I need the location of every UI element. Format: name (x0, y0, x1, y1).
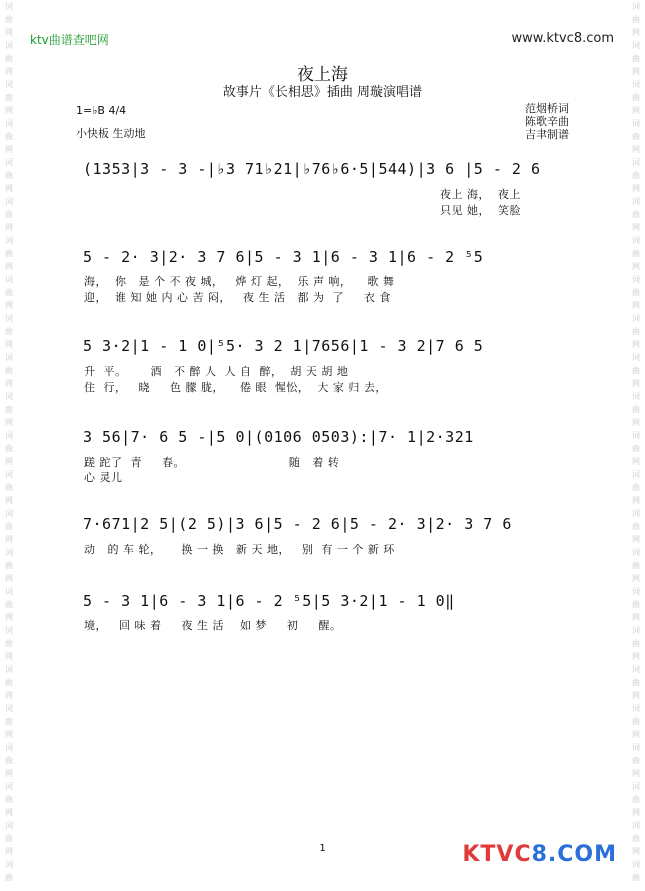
watermark-char: 曲 (5, 795, 13, 804)
watermark-char: 曲 (5, 639, 13, 648)
song-subtitle: 故事片《长相思》插曲 周璇演唱谱 (222, 85, 423, 100)
watermark-char: 网 (5, 106, 13, 115)
watermark-char: 网 (5, 496, 13, 505)
watermark-char: 曲 (5, 405, 13, 414)
watermark-char: 词 (632, 821, 640, 830)
watermark-char: 词 (632, 2, 640, 11)
watermark-char: 曲 (632, 873, 640, 882)
watermark-char: 曲 (632, 93, 640, 102)
watermark-char: 词 (5, 704, 13, 713)
watermark-char: 网 (632, 613, 640, 622)
watermark-char: 曲 (632, 54, 640, 63)
key-signature: 1=♭B 4/4 (76, 104, 127, 117)
watermark-char: 网 (632, 457, 640, 466)
watermark-char: 网 (632, 847, 640, 856)
watermark-char: 网 (632, 145, 640, 154)
watermark-char: 网 (632, 418, 640, 427)
watermark-char: 词 (5, 860, 13, 869)
watermark-char: 词 (632, 197, 640, 206)
score-line-6: 5 - 3 1|6 - 3 1|6 - 2 ⁵5|5 3·2|1 - 1 0‖ (83, 592, 455, 610)
watermark-char: 曲 (632, 405, 640, 414)
site-name-left[interactable]: ktv曲谱查吧网 (30, 33, 109, 47)
watermark-char: 词 (5, 236, 13, 245)
watermark-char: 词 (632, 158, 640, 167)
watermark-char: 网 (632, 28, 640, 37)
watermark-char: 词 (632, 704, 640, 713)
watermark-char: 曲 (5, 93, 13, 102)
watermark-char: 曲 (5, 717, 13, 726)
watermark-char: 词 (5, 431, 13, 440)
watermark-char: 词 (5, 80, 13, 89)
watermark-char: 网 (632, 301, 640, 310)
watermark-char: 词 (632, 80, 640, 89)
lyricist-credit: 范烟桥词 (525, 102, 569, 115)
watermark-char: 网 (5, 301, 13, 310)
watermark-char: 网 (632, 184, 640, 193)
score-line-3: 5 3·2|1 - 1 0|⁵5· 3 2 1|7656|1 - 3 2|7 6 5 (83, 337, 484, 355)
page-number: 1 (319, 843, 326, 854)
watermark-char: 词 (632, 314, 640, 323)
watermark-char: 网 (632, 223, 640, 232)
watermark-char: 曲 (632, 600, 640, 609)
watermark-char: 词 (632, 587, 640, 596)
watermark-char: 词 (632, 236, 640, 245)
watermark-char: 词 (5, 470, 13, 479)
tempo-marking: 小快板 生动地 (76, 127, 146, 140)
lyric-line-4-verse-2: 心 灵儿 (84, 471, 123, 484)
watermark-char: 网 (632, 652, 640, 661)
lyric-line-3-verse-2: 住 行， 晓 色 朦 胧， 倦 眼 惺忪， 大 家 归 去， (84, 381, 387, 394)
watermark-char: 词 (632, 860, 640, 869)
watermark-char: 网 (5, 769, 13, 778)
watermark-char: 词 (632, 431, 640, 440)
watermark-char: 网 (5, 262, 13, 271)
watermark-char: 网 (5, 418, 13, 427)
watermark-char: 网 (632, 574, 640, 583)
watermark-char: 曲 (632, 795, 640, 804)
watermark-char: 曲 (632, 327, 640, 336)
lyric-line-5: 动 的 车 轮， 换 一 换 新 天 地， 别 有 一 个 新 环 (84, 543, 395, 556)
watermark-char: 曲 (5, 873, 13, 882)
watermark-char: 曲 (5, 756, 13, 765)
watermark-char: 网 (632, 691, 640, 700)
watermark-char: 网 (632, 769, 640, 778)
lyric-line-2-verse-1: 海， 你 是 个 不 夜 城， 烨 灯 起， 乐 声 响， 歌 舞 (84, 275, 395, 288)
score-line-2: 5 - 2· 3|2· 3 7 6|5 - 3 1|6 - 3 1|6 - 2 ⁵5 (83, 248, 484, 266)
watermark-char: 词 (5, 821, 13, 830)
watermark-char: 网 (632, 262, 640, 271)
watermark-char: 网 (5, 184, 13, 193)
watermark-char: 曲 (5, 132, 13, 141)
watermark-char: 曲 (632, 483, 640, 492)
watermark-char: 曲 (5, 327, 13, 336)
watermark-char: 网 (632, 808, 640, 817)
lyric-line-1-verse-2: 只见 她， 笑脸 (440, 204, 521, 217)
watermark-char: 网 (632, 730, 640, 739)
watermark-char: 网 (5, 28, 13, 37)
watermark-char: 曲 (5, 834, 13, 843)
watermark-char: 网 (632, 106, 640, 115)
watermark-char: 网 (632, 67, 640, 76)
watermark-char: 词 (632, 665, 640, 674)
watermark-char: 曲 (632, 678, 640, 687)
site-logo[interactable] (462, 842, 617, 867)
watermark-char: 曲 (5, 171, 13, 180)
score-line-4: 3 56|7· 6 5 -|5 0|(0106 0503):|7· 1|2·321 (83, 428, 474, 446)
watermark-char: 曲 (5, 444, 13, 453)
watermark-char: 词 (5, 314, 13, 323)
watermark-char: 词 (5, 665, 13, 674)
watermark-char: 曲 (632, 444, 640, 453)
composer-credit: 陈歌辛曲 (525, 115, 569, 128)
transcriber-credit: 吉聿制谱 (525, 128, 569, 141)
watermark-char: 网 (5, 535, 13, 544)
watermark-char: 词 (5, 353, 13, 362)
watermark-char: 词 (632, 275, 640, 284)
watermark-char: 网 (5, 223, 13, 232)
watermark-char: 网 (5, 652, 13, 661)
watermark-char: 曲 (632, 366, 640, 375)
watermark-char: 网 (5, 730, 13, 739)
watermark-char: 词 (632, 626, 640, 635)
watermark-char: 曲 (632, 249, 640, 258)
watermark-char: 曲 (632, 522, 640, 531)
watermark-char: 网 (5, 379, 13, 388)
watermark-char: 曲 (5, 15, 13, 24)
watermark-char: 词 (5, 41, 13, 50)
watermark-char: 曲 (5, 678, 13, 687)
watermark-char: 网 (5, 340, 13, 349)
watermark-char: 网 (5, 457, 13, 466)
watermark-char: 词 (5, 2, 13, 11)
watermark-char: 词 (632, 470, 640, 479)
watermark-char: 曲 (632, 288, 640, 297)
logo-part-a: KTVC (462, 842, 532, 867)
watermark-char: 网 (5, 847, 13, 856)
watermark-char: 词 (632, 119, 640, 128)
score-line-1: (1353|3 - 3 -|♭3 71♭21|♭76♭6·5|544)|3 6 |5 - 2 6 (83, 160, 541, 178)
watermark-char: 曲 (5, 483, 13, 492)
watermark-char: 词 (5, 587, 13, 596)
lyric-line-4-verse-1: 蹉 跎了 青 春。 随 着 转 (84, 456, 340, 469)
watermark-char: 网 (5, 574, 13, 583)
watermark-char: 词 (5, 197, 13, 206)
lyric-line-1-verse-1: 夜上 海， 夜上 (440, 188, 521, 201)
watermark-char: 词 (5, 626, 13, 635)
watermark-char: 词 (5, 275, 13, 284)
watermark-char: 词 (632, 392, 640, 401)
watermark-char: 词 (632, 548, 640, 557)
site-url-right[interactable]: www.ktvc8.com (511, 31, 614, 46)
watermark-char: 曲 (632, 210, 640, 219)
watermark-char: 曲 (5, 54, 13, 63)
watermark-char: 网 (5, 145, 13, 154)
watermark-left (2, 0, 16, 891)
watermark-char: 词 (632, 41, 640, 50)
watermark-char: 词 (5, 392, 13, 401)
watermark-char: 网 (632, 496, 640, 505)
watermark-right (629, 0, 643, 891)
watermark-char: 网 (632, 379, 640, 388)
score-line-5: 7·671|2 5|(2 5)|3 6|5 - 2 6|5 - 2· 3|2· 3 7 6 (83, 515, 512, 533)
watermark-char: 网 (5, 67, 13, 76)
lyric-line-6: 境， 回 味 着 夜 生 活 如 梦 初 醒。 (84, 619, 342, 632)
song-title: 夜上海 (297, 65, 348, 85)
lyric-line-3-verse-1: 升 平。 酒 不 醉 人 人 自 醉， 胡 天 胡 地 (84, 365, 349, 378)
watermark-char: 曲 (5, 600, 13, 609)
watermark-char: 网 (5, 808, 13, 817)
lyric-line-2-verse-2: 迎， 谁 知 她 内 心 苦 闷， 夜 生 活 都 为 了 衣 食 (84, 291, 391, 304)
watermark-char: 曲 (5, 249, 13, 258)
watermark-char: 曲 (632, 561, 640, 570)
watermark-char: 词 (5, 782, 13, 791)
watermark-char: 曲 (632, 171, 640, 180)
watermark-char: 词 (5, 509, 13, 518)
watermark-char: 词 (632, 509, 640, 518)
watermark-char: 词 (632, 353, 640, 362)
watermark-char: 曲 (632, 834, 640, 843)
watermark-char: 词 (632, 782, 640, 791)
watermark-char: 曲 (5, 561, 13, 570)
watermark-char: 网 (5, 691, 13, 700)
watermark-char: 词 (5, 743, 13, 752)
watermark-char: 曲 (5, 288, 13, 297)
watermark-char: 曲 (632, 15, 640, 24)
watermark-char: 曲 (5, 522, 13, 531)
watermark-char: 词 (5, 548, 13, 557)
watermark-char: 网 (632, 535, 640, 544)
watermark-char: 曲 (5, 210, 13, 219)
watermark-char: 曲 (632, 132, 640, 141)
watermark-char: 词 (632, 743, 640, 752)
watermark-char: 曲 (632, 639, 640, 648)
watermark-char: 词 (5, 158, 13, 167)
watermark-char: 曲 (632, 717, 640, 726)
watermark-char: 词 (5, 119, 13, 128)
watermark-char: 曲 (632, 756, 640, 765)
watermark-char: 网 (632, 340, 640, 349)
watermark-char: 网 (5, 613, 13, 622)
watermark-char: 曲 (5, 366, 13, 375)
logo-part-b: 8.COM (531, 842, 617, 867)
